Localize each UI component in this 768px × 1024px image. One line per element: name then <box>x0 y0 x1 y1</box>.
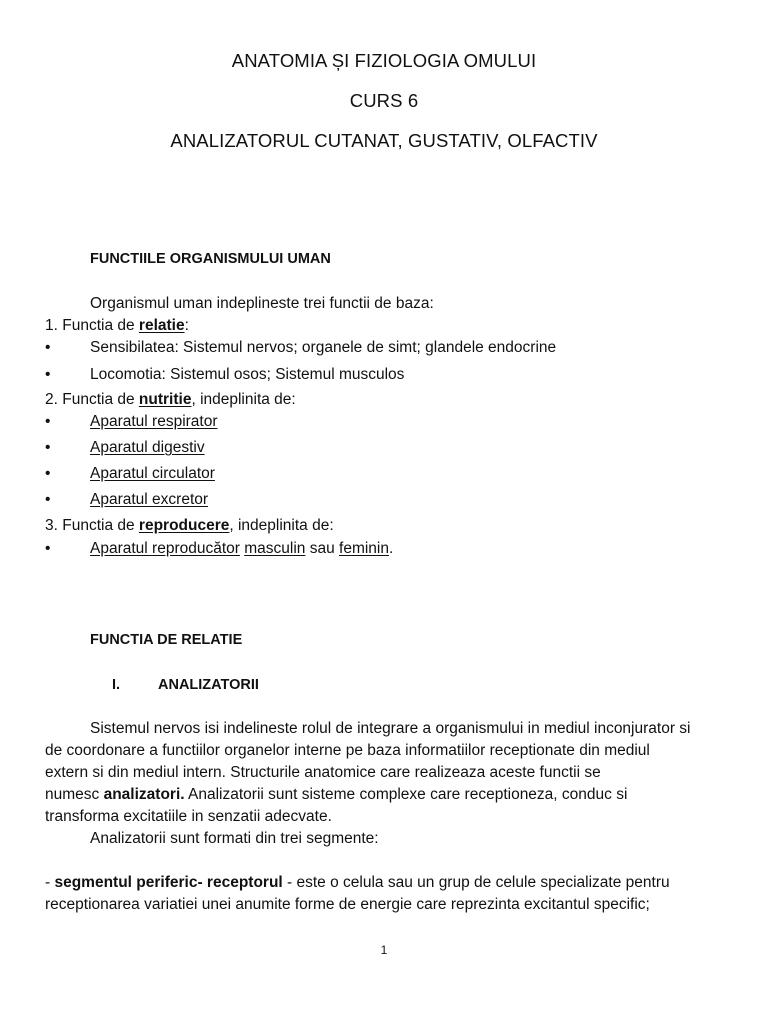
subsection-number: I. <box>112 677 121 693</box>
reproductive-system-link[interactable]: Aparatul reproducător <box>90 540 240 557</box>
function-2-line <box>45 390 735 410</box>
function-2-suffix: , indeplinita de: <box>191 391 296 408</box>
paragraph-line <box>45 873 735 893</box>
paragraph-line: Analizatorii sunt formati din trei segmente: <box>90 830 379 847</box>
paragraph-line <box>45 785 735 805</box>
document-title: ANATOMIA ȘI FIZIOLOGIA OMULUI <box>231 50 537 71</box>
paragraph-text: numesc <box>45 786 104 803</box>
paragraph-line: de coordonare a functiilor organelor interne pe baza informatiilor receptionate din mediul <box>45 742 650 759</box>
course-topic: ANALIZATORUL CUTANAT, GUSTATIV, OLFACTIV <box>170 130 598 151</box>
connector-text: sau <box>305 540 340 557</box>
function-3-keyword: reproducere <box>138 517 230 534</box>
bullet-icon: • <box>45 540 51 557</box>
bullet-icon: • <box>45 339 51 356</box>
function-1-suffix: : <box>184 317 189 334</box>
function-1-prefix: 1. Functia de <box>45 317 139 334</box>
function-1-keyword: relatie <box>138 317 185 334</box>
paragraph-line: extern si din mediul intern. Structurile anatomice care realizeaza aceste functii se <box>45 764 601 781</box>
list-item-link[interactable]: Aparatul respirator <box>90 413 218 430</box>
section-heading-relation: FUNCTIA DE RELATIE <box>90 632 243 648</box>
function-3-suffix: , indeplinita de: <box>229 517 334 534</box>
paragraph-text: - este o celula sau un grup de celule specializate pentru <box>282 874 670 891</box>
bullet-icon: • <box>45 413 51 430</box>
bullet-icon: • <box>45 366 51 383</box>
function-2-keyword: nutritie <box>138 391 192 408</box>
paragraph-text: Analizatorii sunt sisteme complexe care receptioneza, conduc si <box>184 786 628 803</box>
list-item-link[interactable]: Aparatul digestiv <box>90 439 205 456</box>
list-item-text: Locomotia: Sistemul osos; Sistemul musculos <box>90 366 405 383</box>
function-2-prefix: 2. Functia de <box>45 391 139 408</box>
period-text: . <box>388 540 394 557</box>
list-item-link[interactable]: Aparatul excretor <box>90 491 209 508</box>
paragraph-line: transforma excitatiile in senzatii adecvate. <box>45 808 332 825</box>
function-3-line <box>45 516 735 536</box>
subsection-title: ANALIZATORII <box>158 677 259 693</box>
list-item-link[interactable]: Aparatul circulator <box>90 465 215 482</box>
course-number: CURS 6 <box>349 90 419 111</box>
bold-term: segmentul periferic- receptorul <box>54 874 283 891</box>
dash-text: - <box>45 874 55 891</box>
bold-term: analizatori. <box>103 786 185 803</box>
masculine-link[interactable]: masculin <box>244 540 306 557</box>
function-3-prefix: 3. Functia de <box>45 517 139 534</box>
section-heading-functions: FUNCTIILE ORGANISMULUI UMAN <box>90 251 331 267</box>
page-number: 1 <box>380 943 388 957</box>
paragraph-line: receptionarea variatiei unei anumite forme de energie care reprezinta excitantul specific; <box>45 896 650 913</box>
bullet-icon: • <box>45 465 51 482</box>
list-item-text: Sensibilatea: Sistemul nervos; organele de simt; glandele endocrine <box>90 339 557 356</box>
bullet-icon: • <box>45 491 51 508</box>
function-1-line <box>45 316 735 336</box>
intro-paragraph: Organismul uman indeplineste trei functii de baza: <box>90 295 434 312</box>
list-item-text <box>90 539 393 559</box>
feminine-link[interactable]: feminin <box>339 540 389 557</box>
paragraph-line: Sistemul nervos isi indelineste rolul de integrare a organismului in mediul inconjurator si <box>90 720 691 737</box>
bullet-icon: • <box>45 439 51 456</box>
